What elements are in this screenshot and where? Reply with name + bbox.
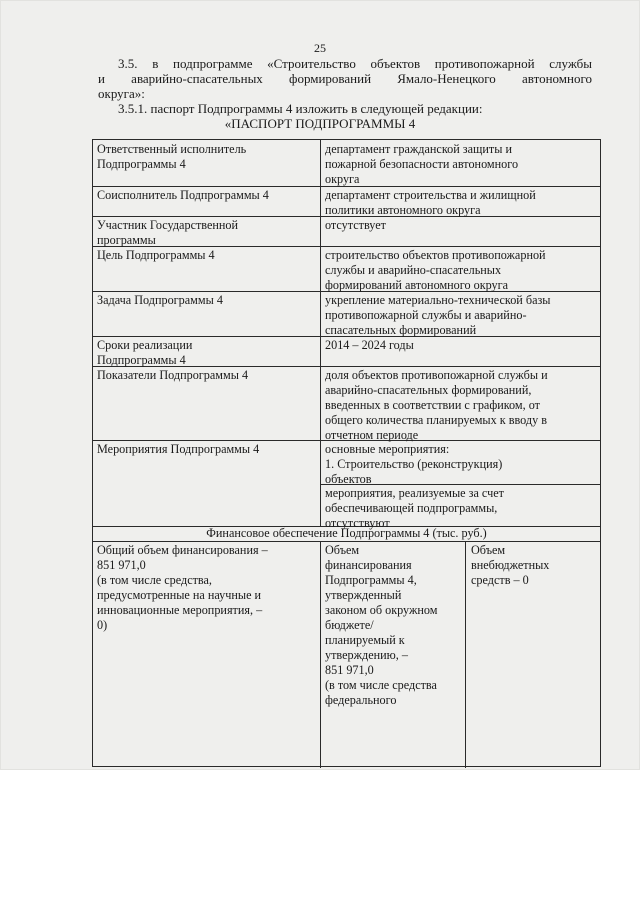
row-value-participant: отсутствует [325,218,386,232]
page-number: 25 [314,41,326,55]
row-label-measures: Мероприятия Подпрограммы 4 [97,442,260,456]
row-label-indicators: Показатели Подпрограммы 4 [97,368,249,382]
financing-total: Общий объем финансирования – 851 971,0 (в том числе средства, предусмотренные на научные и инновационные мероприятия, – 0) [97,543,268,632]
row-value-goal: строительство объектов противопожарной службы и аварийно-спасательных формирований автономного округа [325,248,546,292]
row-value-coexecutor: департамент строительства и жилищной политики автономного округа [325,188,536,217]
intro-line-3: округа»: [98,86,145,101]
intro-line-4: 3.5.1. паспорт Подпрограммы 4 изложить в следующей редакции: [118,101,483,116]
column-divider [465,541,466,768]
row-label-period: Сроки реализации Подпрограммы 4 [97,338,193,367]
row-value-indicators: доля объектов противопожарной службы и аварийно-спасательных формирований, введенных в соответствии с графиком, от общего количества планируемых к вводу в отчетном периоде [325,368,548,442]
blank-area [0,770,640,905]
row-label-task: Задача Подпрограммы 4 [97,293,223,307]
row-value-measures: основные мероприятия: 1. Строительство (реконструкция) объектов [325,442,503,486]
intro-line-2: и аварийно-спасательных формирований Ямало-Ненецкого автономного [98,71,592,86]
row-label-responsible: Ответственный исполнитель Подпрограммы 4 [97,142,247,171]
intro-line-1: 3.5. в подпрограмме «Строительство объектов противопожарной службы [118,56,592,71]
column-divider [320,541,321,768]
column-divider [320,140,321,526]
row-label-goal: Цель Подпрограммы 4 [97,248,215,262]
financing-offbudget: Объем внебюджетных средств – 0 [471,543,550,587]
financing-budget: Объем финансирования Подпрограммы 4, утвержденный законом об окружном бюджете/ планируемый к утверждению, – 851 971,0 (в том числе средства федерального [325,543,438,707]
row-label-coexecutor: Соисполнитель Подпрограммы 4 [97,188,269,202]
passport-table [92,139,601,767]
row-value-measures-extra: мероприятия, реализуемые за счет обеспечивающей подпрограммы, отсутствуют [325,486,504,530]
row-label-participant: Участник Государственной программы [97,218,239,247]
row-value-task: укрепление материально-технической базы противопожарной службы и аварийно- спасательных формирований [325,293,551,337]
row-value-period: 2014 – 2024 годы [325,338,414,352]
row-divider [93,541,600,542]
row-value-responsible: департамент гражданской защиты и пожарной безопасности автономного округа [325,142,519,186]
financing-title: Финансовое обеспечение Подпрограммы 4 (тыс. руб.) [206,526,487,540]
passport-title: «ПАСПОРТ ПОДПРОГРАММЫ 4 [224,116,416,131]
